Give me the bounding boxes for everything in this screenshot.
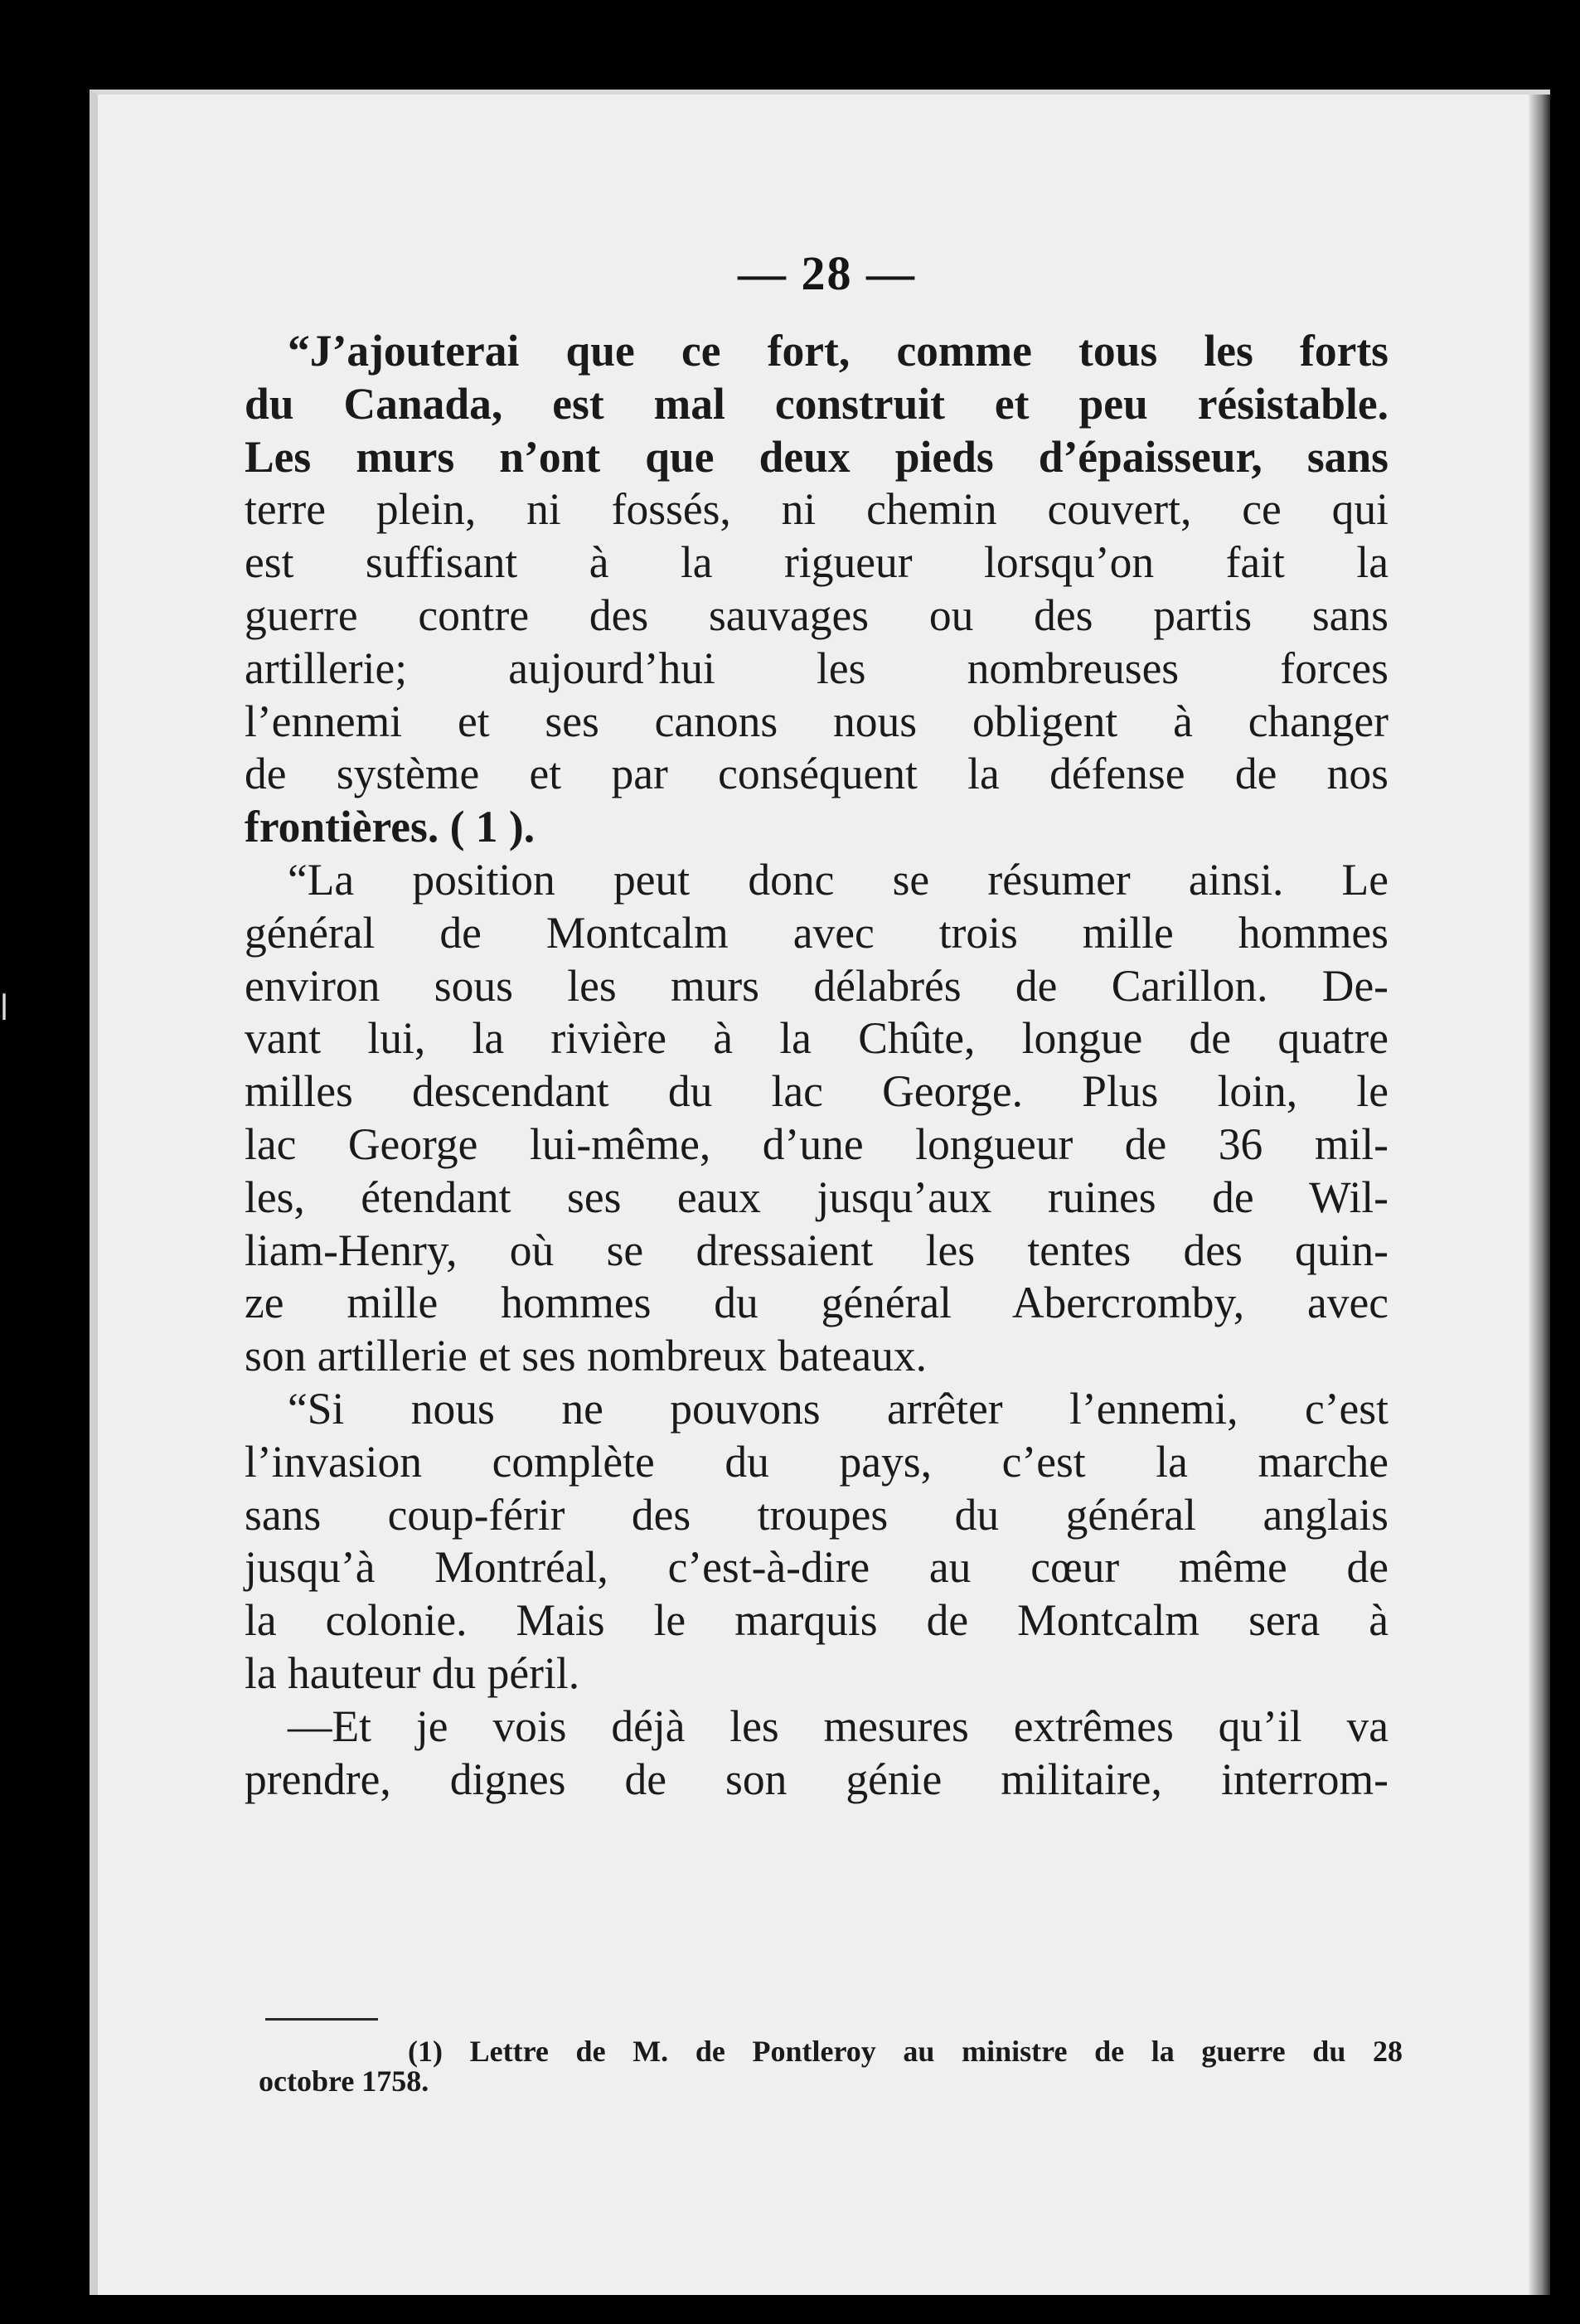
body-text: [245, 325, 1389, 1806]
text-line: —Et je vois déjà les mesures extrêmes qu’il va: [288, 1701, 1389, 1751]
text-line: guerre contre des sauvages ou des partis sans: [245, 589, 1389, 640]
text-line: “Si nous ne pouvons arrêter l’ennemi, c’est: [288, 1383, 1389, 1434]
footnote-rule: [265, 2018, 378, 2021]
text-line: est suffisant à la rigueur lorsqu’on fait la: [245, 537, 1389, 588]
text-line: terre plein, ni fossés, ni chemin couvert, ce qui: [245, 484, 1389, 535]
text-line: les, étendant ses eaux jusqu’aux ruines de Wil-: [245, 1172, 1389, 1222]
text-line: du Canada, est mal construit et peu résistable.: [245, 378, 1389, 429]
text-line: jusqu’à Montréal, c’est-à-dire au cœur même de: [245, 1542, 1389, 1593]
page-edge-shadow: [1529, 95, 1550, 2295]
text-line: vant lui, la rivière à la Chûte, longue de quatre: [245, 1013, 1389, 1064]
text-line: l’ennemi et ses canons nous obligent à changer: [245, 696, 1389, 746]
text-line: la hauteur du péril.: [245, 1647, 580, 1698]
footnote-line: (1) Lettre de M. de Pontleroy au ministre de la guerre du 28: [408, 2035, 1403, 2068]
text-line: liam-Henry, où se dressaient les tentes des quin-: [245, 1225, 1389, 1275]
text-line: ze mille hommes du général Abercromby, avec: [245, 1278, 1389, 1328]
text-line: sans coup-férir des troupes du général anglais: [245, 1489, 1389, 1540]
text-line: artillerie; aujourd’hui les nombreuses forces: [245, 643, 1389, 693]
text-line: prendre, dignes de son génie militaire, interrom-: [245, 1754, 1389, 1804]
footnote-line: octobre 1758.: [259, 2064, 429, 2098]
text-line: la colonie. Mais le marquis de Montcalm sera à: [245, 1595, 1389, 1646]
text-line: “La position peut donc se résumer ainsi. Le: [288, 854, 1389, 905]
text-line: son artillerie et ses nombreux bateaux.: [245, 1331, 928, 1381]
footnote: [259, 2036, 1403, 2096]
text-line: frontières. ( 1 ).: [245, 802, 536, 852]
scan-artifact-mark: ǀ: [0, 988, 9, 1021]
text-line: milles descendant du lac George. Plus loin, le: [245, 1066, 1389, 1117]
text-line: “J’ajouterai que ce fort, comme tous les forts: [288, 326, 1389, 376]
text-line: environ sous les murs délabrés de Carillon. De-: [245, 960, 1389, 1011]
text-line: Les murs n’ont que deux pieds d’épaisseur, sans: [245, 431, 1389, 482]
text-line: l’invasion complète du pays, c’est la marche: [245, 1436, 1389, 1487]
text-line: général de Montcalm avec trois mille hommes: [245, 907, 1389, 958]
text-line: lac George lui-même, d’une longueur de 36 mil-: [245, 1118, 1389, 1169]
page-number: — 28 —: [738, 246, 916, 300]
text-line: de système et par conséquent la défense de nos: [245, 749, 1389, 799]
